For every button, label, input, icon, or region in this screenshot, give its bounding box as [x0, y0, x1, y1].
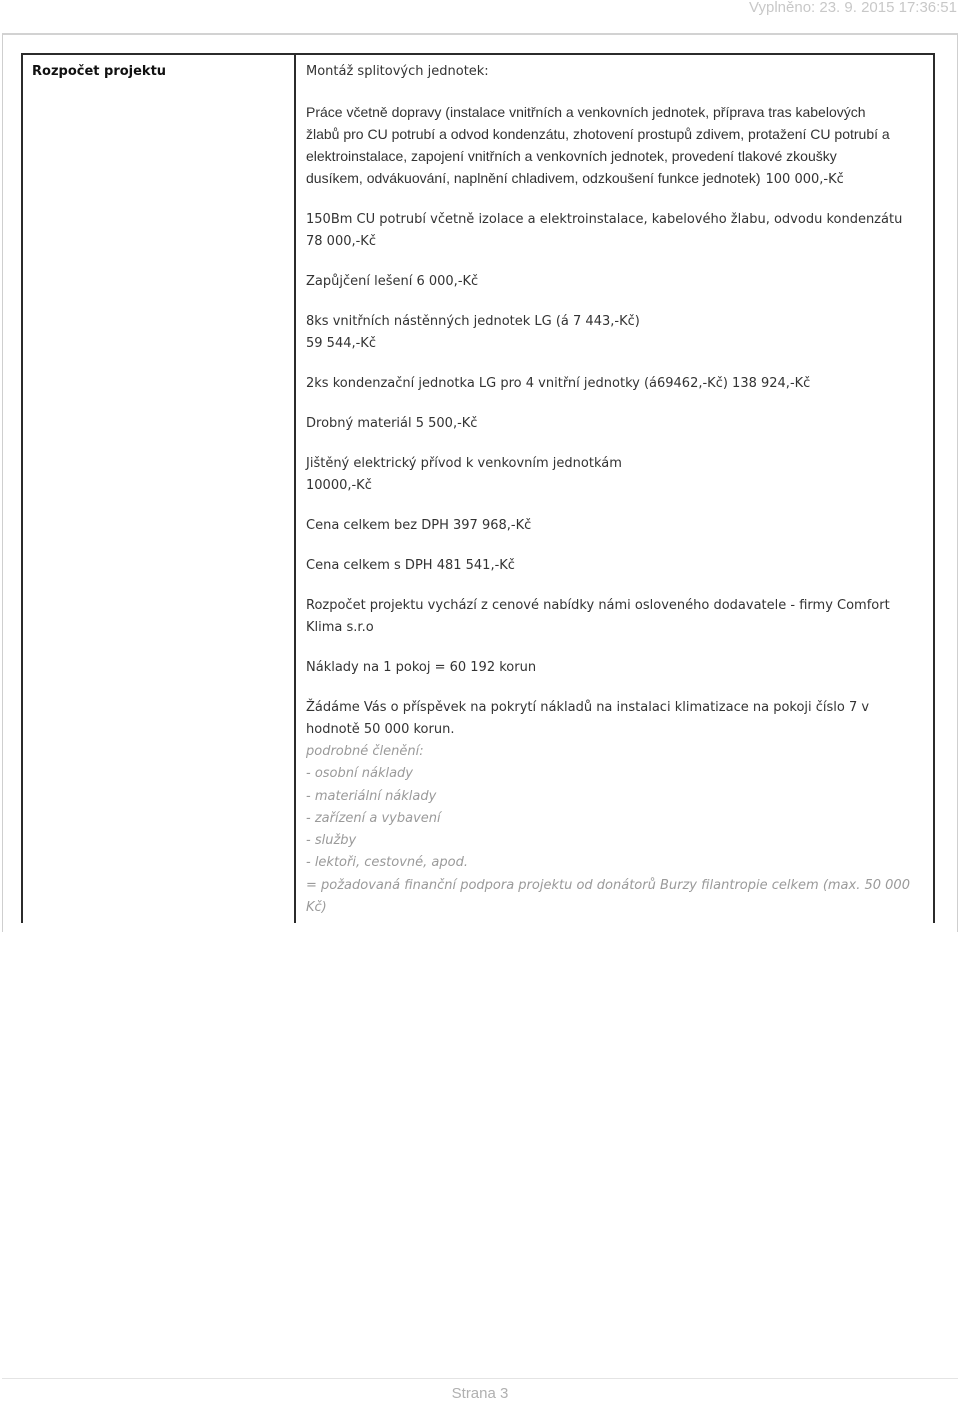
item-scaffolding — [306, 271, 926, 293]
budget-content — [306, 61, 926, 919]
help-text-line: = požadovaná finanční podpora projektu od donátorů Burzy filantropie celkem (max. 50 000 — [306, 877, 910, 893]
item-power-supply — [306, 453, 926, 497]
filled-timestamp: Vyplněno: 23. 9. 2015 17:36:51 — [749, 0, 957, 16]
item-line: Zapůjčení lešení 6 000,-Kč — [306, 274, 479, 289]
item-pipes — [306, 209, 926, 253]
request-line: Žádáme Vás o příspěvek na pokrytí nákladů na instalaci klimatizace na pokoji číslo 7 v — [306, 700, 870, 715]
labor-line-text: dusíkem, odvákuování, naplnění chladivem, odzkoušení funkce jednotek) — [306, 170, 761, 186]
cost-per-room — [306, 657, 926, 679]
total-without-vat — [306, 515, 926, 537]
item-line: Jištěný elektrický přívod k venkovním jednotkám — [306, 456, 622, 471]
help-text-line: Kč) — [306, 900, 327, 916]
help-text — [306, 741, 926, 919]
footer-rule — [2, 1378, 958, 1379]
labor-line: Práce včetně dopravy (instalace vnitřních a venkovních jednotek, příprava tras kabelových — [306, 104, 866, 120]
item-line: Drobný materiál 5 500,-Kč — [306, 416, 478, 431]
note-line: Klima s.r.o — [306, 620, 374, 635]
item-line: 150Bm CU potrubí včetně izolace a elektroinstalace, kabelového žlabu, odvodu kondenzátu — [306, 212, 903, 227]
request-line: hodnotě 50 000 korun. — [306, 722, 455, 737]
help-text-line: - materiální náklady — [306, 788, 437, 804]
item-price: 10000,-Kč — [306, 478, 372, 493]
labor-paragraph — [306, 101, 926, 191]
grant-request — [306, 697, 926, 741]
item-price: 59 544,-Kč — [306, 336, 376, 351]
page-frame-left — [2, 34, 3, 932]
header-rule — [2, 33, 958, 35]
column-divider — [294, 53, 296, 923]
help-text-line: - služby — [306, 833, 357, 849]
section-title-text: Montáž splitových jednotek: — [306, 64, 489, 79]
labor-line: elektroinstalace, zapojení vnitřních a venkovních jednotek, provedení tlakové zkoušky — [306, 148, 837, 164]
help-text-line: - osobní náklady — [306, 766, 413, 782]
page-number: Strana 3 — [451, 1385, 509, 1402]
help-text-line: - zařízení a vybavení — [306, 810, 441, 826]
labor-line-last — [306, 167, 926, 191]
item-line: 8ks vnitřních nástěnných jednotek LG (á 7 443,-Kč) — [306, 314, 640, 329]
item-price: 78 000,-Kč — [306, 234, 376, 249]
item-line: 2ks kondenzační jednotka LG pro 4 vnitřní jednotky (á69462,-Kč) 138 924,-Kč — [306, 376, 811, 391]
labor-line: žlabů pro CU potrubí a odvod kondenzátu, zhotovení prostupů zdivem, protažení CU potrubí a — [306, 126, 890, 142]
page-frame-right — [957, 34, 958, 932]
budget-label: Rozpočet projektu — [32, 64, 167, 79]
budget-source-note — [306, 595, 926, 639]
item-small-material — [306, 413, 926, 435]
section-title — [306, 61, 926, 83]
total-line: Cena celkem bez DPH 397 968,-Kč — [306, 518, 532, 533]
total-line: Cena celkem s DPH 481 541,-Kč — [306, 558, 515, 573]
help-text-line: podrobné členění: — [306, 744, 424, 759]
note-line: Náklady na 1 pokoj = 60 192 korun — [306, 660, 537, 675]
labor-price: 100 000,-Kč — [765, 172, 844, 187]
help-text-line: - lektoři, cestovné, apod. — [306, 855, 468, 871]
item-condensing-units — [306, 373, 926, 395]
total-with-vat — [306, 555, 926, 577]
item-indoor-units — [306, 311, 926, 355]
note-line: Rozpočet projektu vychází z cenové nabídky námi osloveného dodavatele - firmy Comfort — [306, 598, 890, 613]
